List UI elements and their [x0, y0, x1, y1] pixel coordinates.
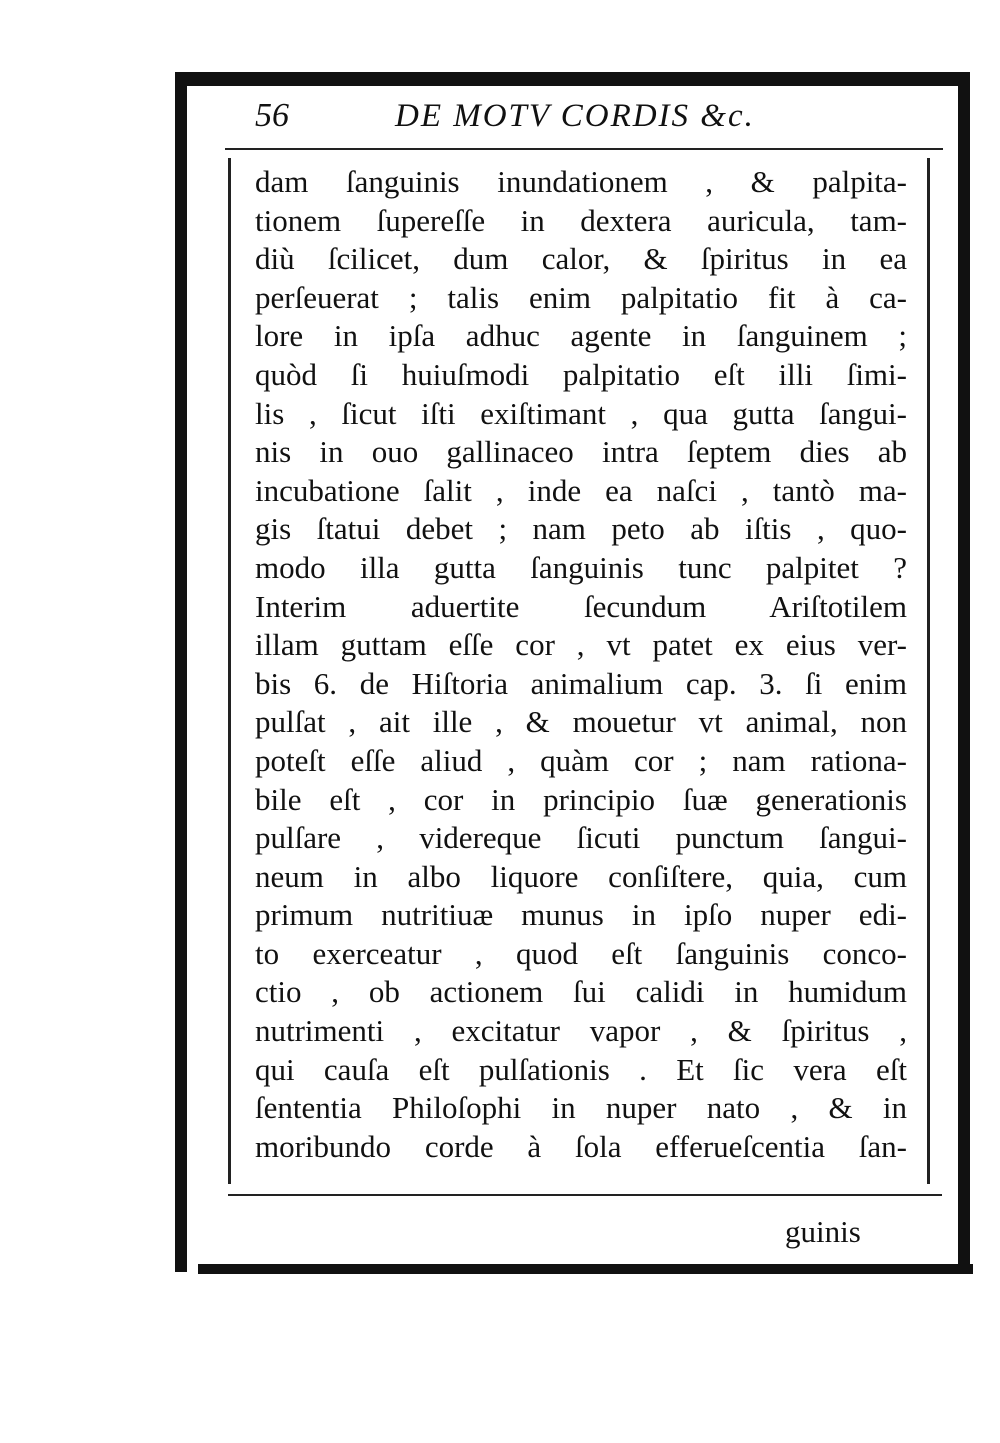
- text-line: bile eſt , cor in principio ſuæ generationis: [255, 781, 907, 817]
- text-line: quòd ſi huiuſmodi palpitatio eſt illi ſimi-: [255, 356, 907, 392]
- text-line: bis 6. de Hiſtoria animalium cap. 3. ſi enim: [255, 665, 907, 701]
- text-line: lore in ipſa adhuc agente in ſanguinem ;: [255, 318, 907, 354]
- running-head: DE MOTV CORDIS &c.: [395, 98, 755, 134]
- text-line: tionem ſupereſſe in dextera auricula, tam-: [255, 202, 907, 238]
- bottom-frame-rule: [198, 1264, 973, 1274]
- text-line: pulſat , ait ille , & mouetur vt animal, non: [255, 704, 907, 740]
- header-rule: [225, 148, 943, 150]
- body-text: [255, 163, 907, 1166]
- text-line: diù ſcilicet, dum calor, & ſpiritus in ea: [255, 241, 907, 277]
- text-line: illam guttam eſſe cor , vt patet ex eius ver-: [255, 627, 907, 663]
- text-line: primum nutritiuæ munus in ipſo nuper edi-: [255, 897, 907, 933]
- text-line: poteſt eſſe aliud , quàm cor ; nam rationa-: [255, 742, 907, 778]
- catchword: guinis: [785, 1214, 861, 1249]
- text-line: Interim aduertite ſecundum Ariſtotilem: [255, 588, 907, 624]
- text-line: neum in albo liquore conſiſtere, quia, cum: [255, 858, 907, 894]
- text-line: moribundo corde à ſola efferueſcentia ſan-: [255, 1128, 907, 1164]
- text-line: nis in ouo gallinaceo intra ſeptem dies ab: [255, 434, 907, 470]
- text-line: ctio , ob actionem ſui calidi in humidum: [255, 974, 907, 1010]
- text-line: perſeuerat ; talis enim palpitatio fit à ca-: [255, 279, 907, 315]
- page-header: [255, 94, 815, 140]
- text-line: incubatione ſalit , inde ea naſci , tantò ma-: [255, 472, 907, 508]
- page-number: 56: [255, 97, 289, 134]
- text-line: ſententia Philoſophi in nuper nato , & in: [255, 1090, 907, 1126]
- footer-rule: [228, 1194, 942, 1196]
- text-line: nutrimenti , excitatur vapor , & ſpiritus ,: [255, 1013, 907, 1049]
- text-line: pulſare , videreque ſicuti punctum ſangui-: [255, 820, 907, 856]
- text-line: dam ſanguinis inundationem , & palpita-: [255, 164, 907, 199]
- text-line: qui cauſa eſt pulſationis . Et ſic vera eſt: [255, 1051, 907, 1087]
- text-line: gis ſtatui debet ; nam peto ab iſtis , quo-: [255, 511, 907, 547]
- text-line: to exerceatur , quod eſt ſanguinis conco-: [255, 935, 907, 971]
- text-line: modo illa gutta ſanguinis tunc palpitet ?: [255, 549, 907, 585]
- text-line: lis , ſicut iſti exiſtimant , qua gutta ſangui-: [255, 395, 907, 431]
